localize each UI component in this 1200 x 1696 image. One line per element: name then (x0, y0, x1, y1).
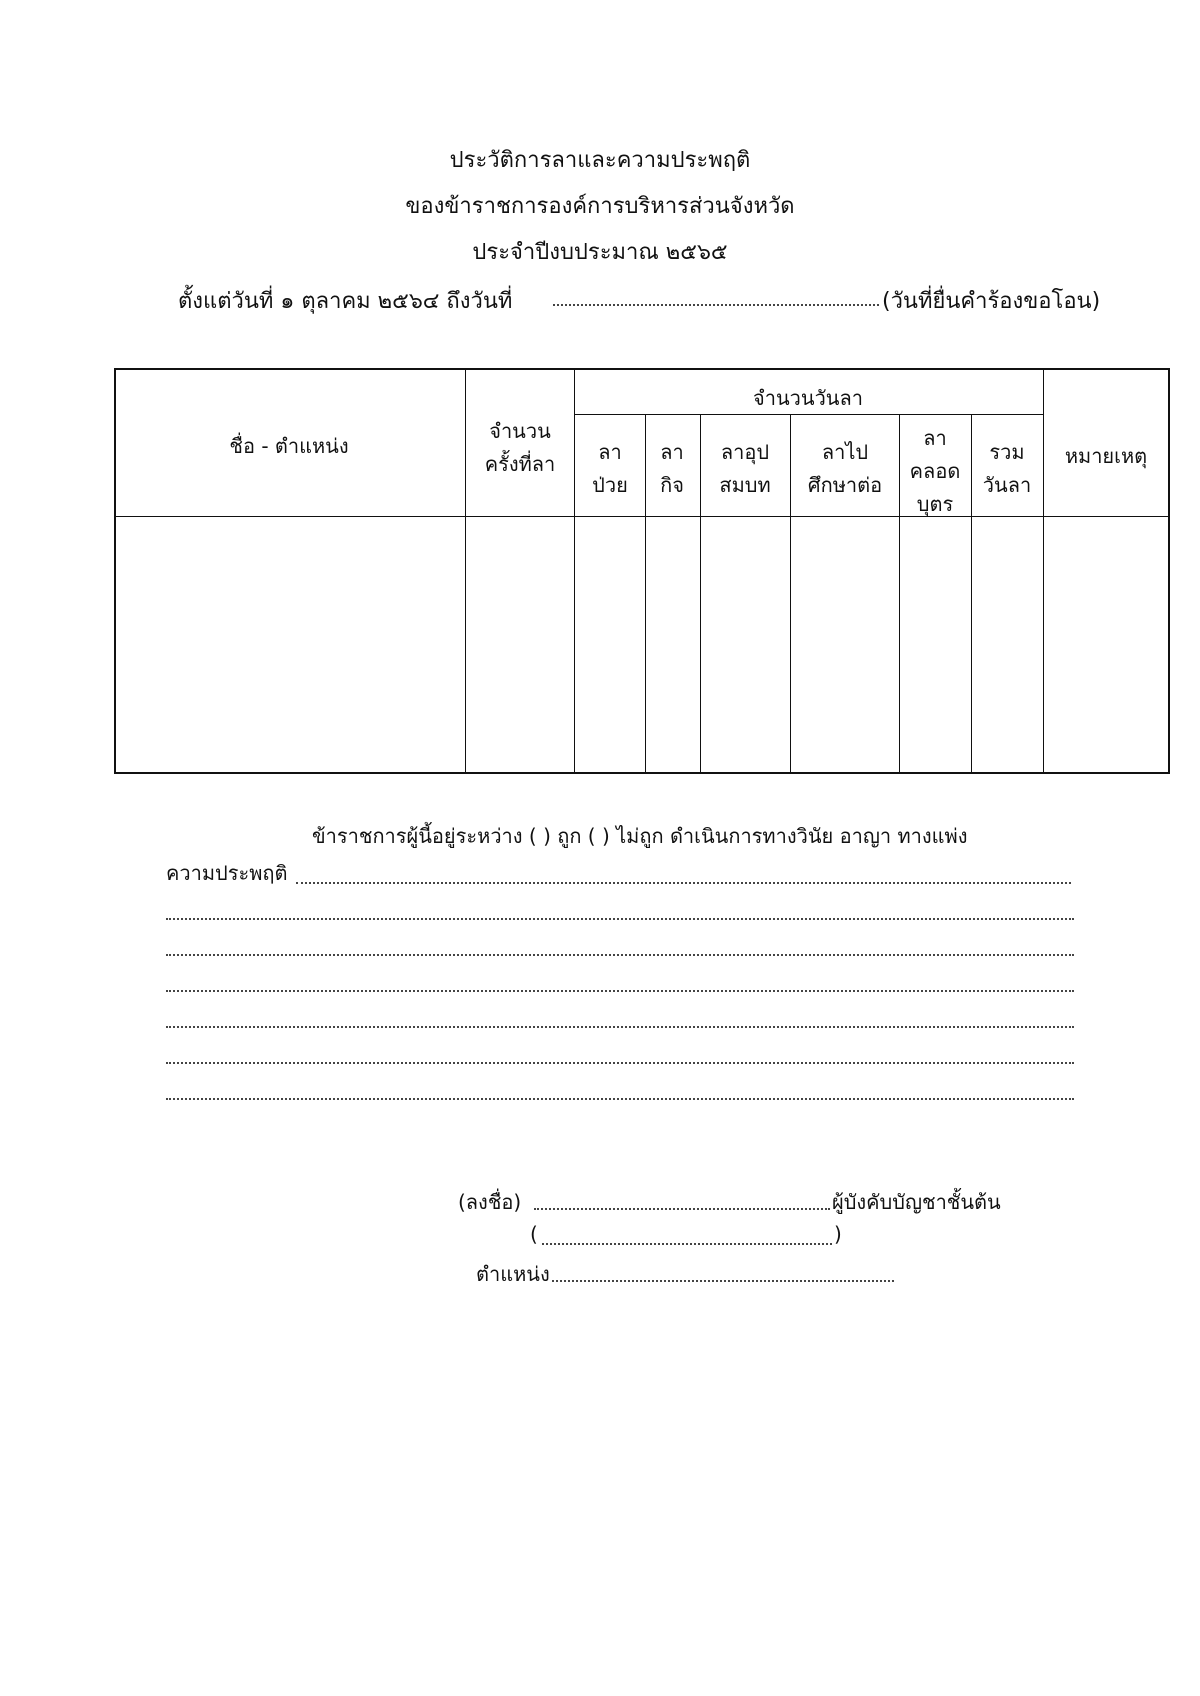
header-ordain-line2: สมบท (719, 473, 771, 497)
header-personal-line1: ลา (660, 440, 684, 464)
divider-header-body (114, 516, 1170, 517)
conduct-line-1[interactable] (296, 882, 1071, 884)
signature-role: ผู้บังคับบัญชาชั้นต้น (832, 1190, 1001, 1214)
header-leave-count-line1: จำนวน (489, 419, 551, 443)
conduct-label: ความประพฤติ (166, 861, 288, 885)
period-end-date-field[interactable] (553, 304, 879, 306)
divider-count-days (574, 368, 575, 774)
signature-label: (ลงชื่อ) (458, 1190, 522, 1214)
header-total-line1: รวม (989, 440, 1025, 464)
header-sick-line1: ลา (598, 440, 622, 464)
divider-maternity-total (971, 414, 972, 774)
header-ordain-line1: ลาอุป (720, 440, 770, 464)
header-maternity-line1: ลา (923, 426, 947, 450)
name-close-paren: ) (834, 1222, 842, 1246)
conduct-statement: ข้าราชการผู้นี้อยู่ระหว่าง ( ) ถูก ( ) ไม่ถูก ดำเนินการทางวินัย อาญา ทางแพ่ง (312, 824, 968, 848)
header-sick-leave (592, 436, 628, 502)
period-suffix: (วันที่ยื่นคำร้องขอโอน) (882, 289, 1101, 314)
form-title: ประวัติการลาและความประพฤติ (449, 148, 751, 173)
header-maternity-leave (910, 422, 961, 521)
divider-ordain-study (790, 414, 791, 774)
divider-total-remark (1043, 368, 1044, 774)
header-personal-line2: กิจ (660, 473, 684, 497)
printed-name-field[interactable] (542, 1243, 832, 1245)
conduct-line-5[interactable] (166, 1026, 1074, 1028)
header-leave-count-line2: ครั้งที่ลา (484, 452, 556, 476)
position-field[interactable] (552, 1280, 894, 1282)
header-study-line1: ลาไป (821, 440, 869, 464)
header-total-days (983, 436, 1031, 502)
header-name-position: ชื่อ - ตำแหน่ง (229, 434, 349, 458)
divider-name-count (465, 368, 466, 774)
table-border (114, 368, 1170, 774)
header-study-leave (808, 436, 882, 502)
name-open-paren: ( (530, 1222, 538, 1246)
conduct-line-3[interactable] (166, 954, 1074, 956)
conduct-line-4[interactable] (166, 990, 1074, 992)
header-total-line2: วันลา (982, 473, 1032, 497)
header-sick-line2: ป่วย (592, 473, 628, 497)
divider-sick-personal (645, 414, 646, 774)
header-maternity-line3: บุตร (916, 492, 954, 516)
header-ordination-leave (719, 436, 770, 502)
position-label: ตำแหน่ง (476, 1262, 550, 1286)
conduct-line-6[interactable] (166, 1062, 1074, 1064)
signature-field[interactable] (534, 1208, 830, 1210)
fiscal-year-title: ประจำปีงบประมาณ ๒๕๖๕ (472, 240, 728, 265)
header-study-line2: ศึกษาต่อ (807, 473, 883, 497)
header-remark: หมายเหตุ (1064, 444, 1148, 468)
header-leave-count (485, 415, 556, 481)
form-subtitle: ของข้าราชการองค์การบริหารส่วนจังหวัด (405, 194, 795, 219)
divider-study-maternity (899, 414, 900, 774)
conduct-line-2[interactable] (166, 918, 1074, 920)
divider-personal-ordain (700, 414, 701, 774)
header-personal-leave (660, 436, 684, 502)
period-prefix: ตั้งแต่วันที่ ๑ ตุลาคม ๒๕๖๔ ถึงวันที่ (178, 289, 513, 314)
conduct-line-7[interactable] (166, 1098, 1074, 1100)
header-leave-days-group: จำนวนวันลา (753, 386, 863, 410)
header-maternity-line2: คลอด (909, 459, 961, 483)
